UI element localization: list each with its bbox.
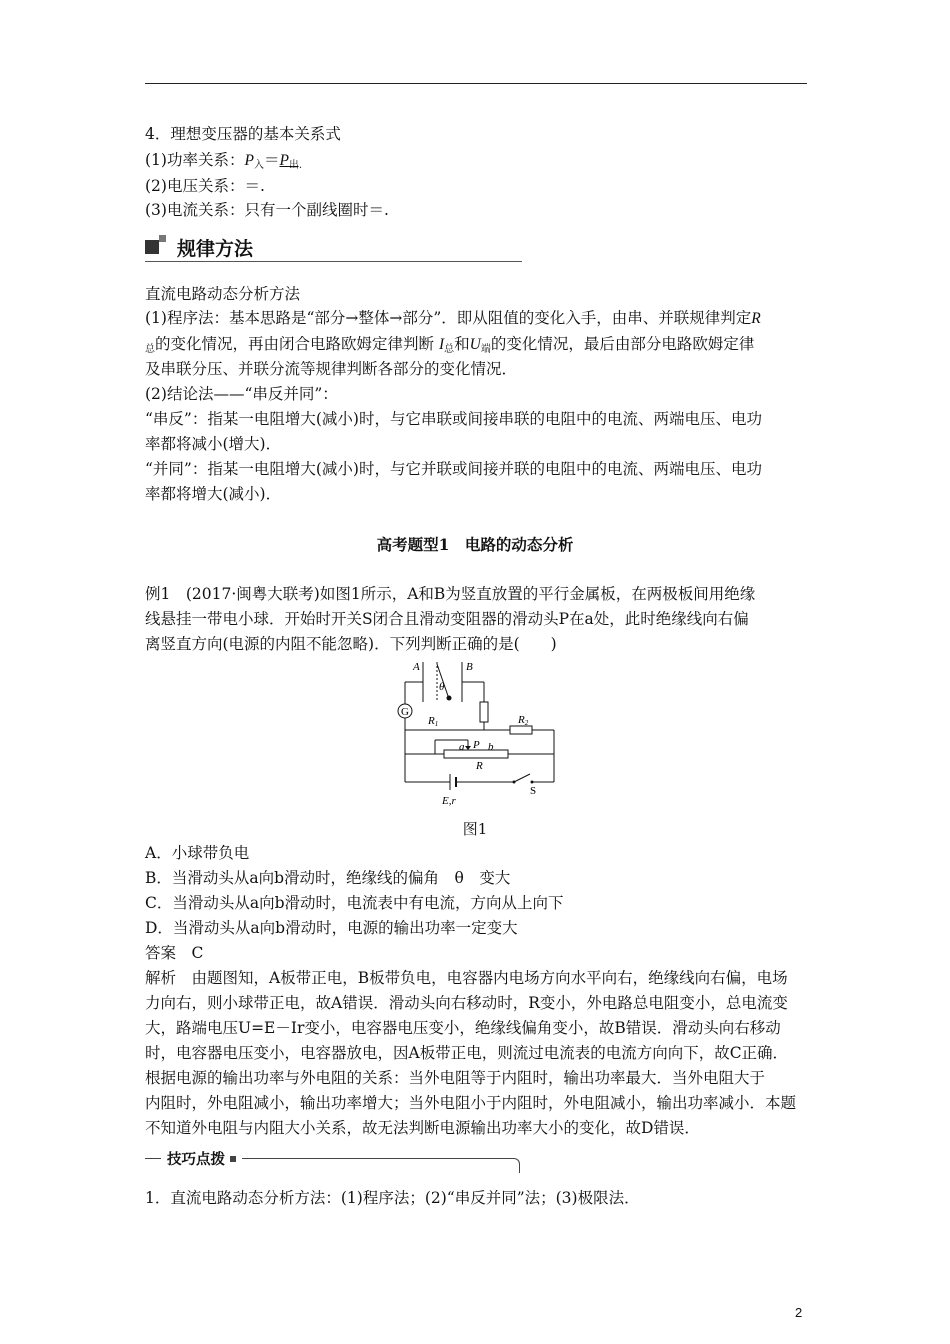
slider-arrow-icon xyxy=(465,746,471,750)
i-subscript: 总 xyxy=(444,344,455,355)
current-relation: (3)电流关系：只有一个副线圈时＝. xyxy=(145,201,389,219)
method-line-8: 率都将增大(减小)． xyxy=(145,485,282,503)
example-line-2: 线悬挂一带电小球．开始时开关S闭合且滑动变阻器的滑动头P在a处，此时绝缘线向右偏 xyxy=(145,610,749,628)
label-g: G xyxy=(401,706,409,718)
example-line-1: 例1 (2017·闽粤大联考)如图1所示，A和B为竖直放置的平行金属板，在两极板间用绝缘 xyxy=(145,585,756,603)
rheostat xyxy=(444,750,508,758)
i-symbol: I xyxy=(438,336,445,353)
label-b-point: b xyxy=(488,741,494,753)
section-square-icon xyxy=(145,240,159,254)
power-relation xyxy=(145,150,302,176)
power-label: (1)功率关系： xyxy=(145,151,245,169)
section-header xyxy=(145,233,522,262)
label-r1 xyxy=(427,715,438,728)
label-s: S xyxy=(530,785,537,797)
label-r2 xyxy=(517,714,529,727)
transformer-heading: 4．理想变压器的基本关系式 xyxy=(145,125,341,143)
analysis-line-1: 解析 由题图知，A板带正电，B板带负电，电容器内电场方向水平向右，绝缘线向右偏，电场 xyxy=(145,969,788,987)
analysis-line-6: 内阻时，外电阻减小，输出功率增大；当外电阻小于内阻时，外电阻减小，输出功率减小．本题 xyxy=(145,1094,797,1112)
label-r2-letter: R xyxy=(518,714,525,726)
r-total-subscript: 总 xyxy=(145,344,155,355)
tip-square-icon xyxy=(230,1156,236,1162)
u-symbol: U xyxy=(469,336,481,353)
analysis-line-3: 大，路端电压U=E－Ir变小，电容器电压变小，绝缘线偏角变小，故B错误．滑动头向右移动 xyxy=(145,1019,781,1037)
label-a-plate: A xyxy=(413,661,420,673)
and-word: 和 xyxy=(454,335,470,353)
label-r2-sub: 2 xyxy=(524,719,529,727)
label-theta: θ xyxy=(439,681,445,693)
topic-title: 高考题型1 电路的动态分析 xyxy=(376,535,574,554)
p-out-subscript: 出. xyxy=(288,160,303,171)
label-p: P xyxy=(473,739,480,751)
method-line-1-text: (1)程序法：基本思路是“部分→整体→部分”．即从阻值的变化入手，由串、并联规律判定 xyxy=(145,309,752,327)
label-b-plate: B xyxy=(466,661,473,673)
label-er: E,r xyxy=(442,795,456,807)
r2-resistor xyxy=(510,726,532,734)
analysis-line-4: 时，电容器电压变小，电容器放电，因A板带正电，则流过电流表的电流方向向下，故C正确． xyxy=(145,1044,789,1062)
option-c: C．当滑动头从a向b滑动时，电流表中有电流，方向从上向下 xyxy=(145,894,564,912)
example-line-3: 离竖直方向(电源的内阻不能忽略)．下列判断正确的是( ) xyxy=(145,635,557,653)
charged-ball xyxy=(447,696,452,701)
section-title: 规律方法 xyxy=(177,238,254,260)
section-square-small-icon xyxy=(159,235,166,242)
r1-resistor xyxy=(480,702,488,722)
label-r: R xyxy=(476,760,483,772)
analysis-line-2: 力向右，则小球带正电，故A错误．滑动头向右移动时，R变小，外电路总电阻变小，总电流变 xyxy=(145,994,788,1012)
p-out xyxy=(279,151,302,169)
voltage-relation: (2)电压关系：＝. xyxy=(145,177,265,195)
page-number: 2 xyxy=(795,1305,803,1320)
method-line-7: “并同”：指某一电阻增大(减小)时，与它并联或间接并联的电阻中的电流、两端电压、电功 xyxy=(145,460,762,478)
label-r1-letter: R xyxy=(428,715,435,727)
figure-caption: 图1 xyxy=(462,820,488,838)
p-in-subscript: 入 xyxy=(253,160,264,171)
method-line-2a: 的变化情况，再由闭合电路欧姆定律判断 xyxy=(155,335,435,353)
header-rule xyxy=(145,83,807,84)
p-in-symbol: P xyxy=(244,152,254,169)
circuit-diagram xyxy=(390,656,560,807)
option-d: D．当滑动头从a向b滑动时，电源的输出功率一定变大 xyxy=(145,919,518,937)
tip-box xyxy=(145,1152,520,1173)
tip-label xyxy=(161,1148,242,1169)
method-line-2b: 的变化情况，最后由部分电路欧姆定律 xyxy=(490,335,755,353)
analysis-line-7: 不知道外电阻与内阻大小关系，故无法判断电源输出功率大小的变化，故D错误． xyxy=(145,1119,700,1137)
method-line-1 xyxy=(145,308,761,329)
r-symbol: R xyxy=(751,310,761,327)
answer: 答案 C xyxy=(145,944,204,962)
label-r1-sub: 1 xyxy=(434,720,439,728)
method-line-3: 及串联分压、并联分流等规律判断各部分的变化情况． xyxy=(145,360,518,378)
analysis-line-5: 根据电源的输出功率与外电阻的关系：当外电阻等于内阻时，输出功率最大．当外电阻大于 xyxy=(145,1069,766,1087)
p-out-symbol: P xyxy=(279,152,289,169)
method-line-4: (2)结论法——“串反并同”： xyxy=(145,385,338,403)
u-subscript: 端 xyxy=(480,344,491,355)
method-line-5: “串反”：指某一电阻增大(减小)时，与它串联或间接串联的电阻中的电流、两端电压、电功 xyxy=(145,410,762,428)
option-a: A．小球带负电 xyxy=(145,844,250,862)
method-title: 直流电路动态分析方法 xyxy=(145,285,301,303)
option-b: B．当滑动头从a向b滑动时，绝缘线的偏角 θ 变大 xyxy=(145,869,511,887)
tip-line-1: 1．直流电路动态分析方法：(1)程序法；(2)“串反并同”法；(3)极限法． xyxy=(145,1189,640,1207)
method-line-2 xyxy=(145,334,754,360)
power-equals: ＝ xyxy=(263,151,280,169)
tip-label-text: 技巧点拨 xyxy=(167,1152,225,1168)
method-line-6: 率都将减小(增大)． xyxy=(145,435,282,453)
label-a-point: a xyxy=(459,741,465,753)
